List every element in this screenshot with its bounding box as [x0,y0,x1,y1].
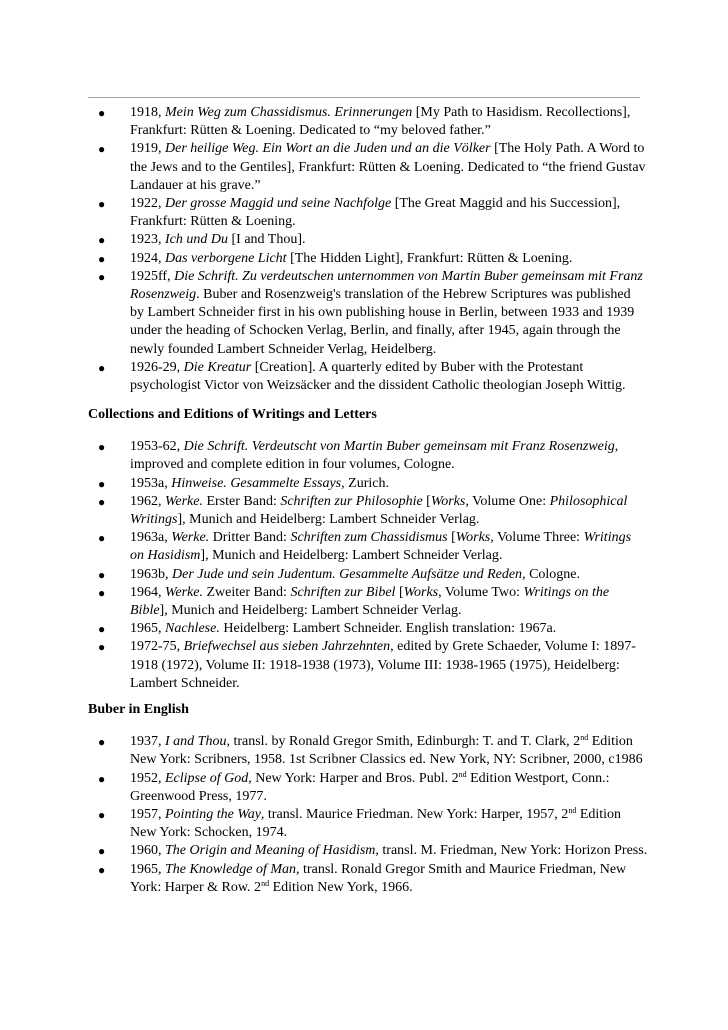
superscript: nd [580,733,589,743]
entry-text: 1919, [130,141,165,157]
bullet-icon: ● [98,807,106,822]
section-heading-english: Buber in English [88,702,189,718]
bibliography-entry [88,806,648,842]
italic-title: Die Kreatur [183,359,252,375]
bibliography-entry [88,104,648,140]
bibliography-entry [88,475,648,493]
bibliography-entry [88,438,648,474]
bibliography-list [88,733,648,897]
entry-text: 1960, [130,843,165,859]
entry-text: ], Munich and Heidelberg: Lambert Schneider Verlag. [200,548,503,564]
italic-title: Der Jude und sein Judentum. Gesammelte Aufsätze und Reden [172,566,523,582]
bibliography-entry [88,861,648,897]
bibliography-entry [88,566,648,584]
italic-title: Philosophical Writings [130,493,628,528]
entry-text: , edited by Grete Schaeder, Volume I: 1897-1918 (1972), Volume II: 1918-1938 (1973), Volume III: 1938-1965 (1975), Heidelberg: Lambert Schneider. [130,639,636,691]
entry-text: 1965, [130,621,165,637]
bibliography-entry [88,733,648,769]
bibliography-entry [88,638,648,693]
entry-text: 1964, [130,584,165,600]
entry-text: [I and Thou]. [228,232,306,248]
bullet-icon: ● [98,360,106,375]
bullet-icon: ● [98,771,106,786]
italic-title: Die Schrift. Verdeutscht von Martin Buber gemeinsam mit Franz Rosenzweig [183,439,615,455]
section-collections [88,406,648,693]
entry-text: , Volume One: [465,493,550,509]
bullet-icon: ● [98,440,106,455]
bullet-icon: ● [98,640,106,655]
bullet-icon: ● [98,197,106,212]
entry-text: 1963a, [130,530,172,546]
entry-text: , New York: Harper and Bros. Publ. 2 [248,770,459,786]
italic-title: Hinweise. Gesammelte Essays [171,475,342,491]
bullet-icon: ● [98,844,106,859]
italic-title: Works [430,493,466,509]
entry-text: , transl. Ronald Gregor Smith and Maurice Friedman, New York: Harper & Row. 2 [130,861,627,895]
bibliography-entry [88,231,648,249]
entry-text: [The Hidden Light], Frankfurt: Rütten & Loening. [286,250,573,266]
entry-text: [Creation]. A quarterly edited by Buber with the Protestant psychologist Victor von Weizsäcker and the dissident Catholic theologian Joseph Wittig. [130,359,626,394]
bullet-icon: ● [98,531,106,546]
bibliography-entry [88,620,648,638]
italic-title: Die Schrift. Zu verdeutschen unternommen von Martin Buber gemeinsam mit Franz Rosenzweig [130,268,643,303]
bullet-icon: ● [98,585,106,600]
italic-title: I and Thou [165,734,227,750]
entry-text: 1963b, [130,566,172,582]
entry-text: , transl. M. Friedman, New York: Horizon Press. [375,843,648,859]
entry-text: [ [422,493,431,509]
italic-title: Schriften zur Philosophie [280,493,423,509]
section-english [88,701,648,897]
bibliography-entry [88,359,648,395]
bullet-icon: ● [98,735,106,750]
bibliography-list [88,104,648,395]
bibliography-entry [88,584,648,620]
entry-text: Zweiter Band: [202,584,291,600]
entry-text: 1953-62, [130,439,184,455]
italic-title: Schriften zur Bibel [290,584,396,600]
bibliography-entry [88,493,648,529]
entry-text: [The Great Maggid and his Succession], Frankfurt: Rütten & Loening. [130,196,621,230]
entry-text: 1923, [130,232,165,248]
entry-text: [ [395,584,404,600]
bullet-icon: ● [98,622,106,637]
entry-text: , transl. Maurice Friedman. New York: Harper, 1957, 2 [260,806,569,822]
entry-text: , Volume Two: [438,584,524,600]
entry-text: , Zurich. [341,475,389,491]
italic-title: Briefwechsel aus sieben Jahrzehnten [183,639,391,655]
entry-text: Erster Band: [202,493,281,509]
entry-text: . Buber and Rosenzweig's translation of the Hebrew Scriptures was published by Lambert Schneider first in his own publishing house in Berlin, between 1933 and 1939 under the heading of Schocken Verlag, Berlin, and finally, after 1945, again through the newly founded Lambert Schneider Verlag, Heidelberg. [130,287,635,357]
italic-title: Mein Weg zum Chassidismus. Erinnerungen [165,105,413,120]
bullet-icon: ● [98,494,106,509]
entry-text: [The Holy Path. A Word to the Jews and to the Gentiles], Frankfurt: Rütten & Loening. Dedicated to “the friend Gustav Landauer at his grave.” [130,141,646,193]
entry-text: Edition New York, 1966. [269,879,413,895]
italic-title: Das verborgene Licht [165,250,287,266]
italic-title: Writings on Hasidism [130,530,632,564]
bullet-icon: ● [98,476,106,491]
entry-text: 1972-75, [130,639,184,655]
bibliography-entry [88,770,648,806]
entry-text: ], Munich and Heidelberg: Lambert Schneider Verlag. [177,512,480,528]
entry-text: Dritter Band: [209,530,291,546]
entry-text: , transl. by Ronald Gregor Smith, Edinburgh: T. and T. Clark, 2 [226,734,581,750]
italic-title: Der grosse Maggid und seine Nachfolge [165,196,392,212]
entry-text: 1953a, [130,475,172,491]
entry-text: Edition New York: Scribners, 1958. 1st Scribner Classics ed. New York, NY: Scribner, 2000, c1986 [130,734,643,768]
bullet-icon: ● [98,106,106,120]
italic-title: Schriften zum Chassidismus [290,530,448,546]
entry-text: , Cologne. [522,566,581,582]
entry-text: Edition Westport, Conn.: Greenwood Press, 1977. [130,770,610,804]
bullet-icon: ● [98,233,106,248]
entry-text: , Volume Three: [490,530,584,546]
entry-text: 1926-29, [130,359,184,375]
italic-title: Works [455,530,491,546]
section-heading-collections: Collections and Editions of Writings and Letters [88,407,377,423]
entry-text: 1962, [130,493,165,509]
bibliography-entry [88,140,648,195]
italic-title: The Knowledge of Man [165,861,297,877]
italic-title: Werke. [165,493,203,509]
entry-text: [My Path to Hasidism. Recollections], Frankfurt: Rütten & Loening. Dedicated to “my beloved father.” [130,105,631,139]
entry-text: , improved and complete edition in four volumes, Cologne. [130,439,619,473]
entry-text: 1925ff, [130,268,175,284]
entry-text: 1965, [130,861,165,877]
bibliography-entry [88,842,648,860]
header-rule [88,97,640,98]
entry-text: 1922, [130,196,165,212]
bullet-icon: ● [98,269,106,284]
bibliography-entry [88,529,648,565]
entry-text: 1937, [130,734,165,750]
bibliography-entry [88,195,648,231]
italic-title: Werke. [171,530,210,546]
italic-title: Writings on the Bible [130,584,610,619]
bullet-icon: ● [98,251,106,266]
section-early-works [88,104,648,395]
superscript: nd [568,805,577,815]
bullet-icon: ● [98,862,106,877]
entry-text: 1924, [130,250,165,266]
italic-title: Werke. [165,584,203,600]
entry-text: 1957, [130,806,165,822]
italic-title: Nachlese. [165,621,220,637]
italic-title: Works [403,584,439,600]
superscript: nd [458,769,467,779]
italic-title: The Origin and Meaning of Hasidism [165,843,376,859]
bibliography-list [88,438,648,693]
bibliography-entry [88,268,648,359]
bibliography-entry [88,250,648,268]
italic-title: Eclipse of God [165,770,249,786]
bullet-icon: ● [98,142,106,157]
superscript: nd [261,878,270,888]
document-body [88,104,648,897]
entry-text: Heidelberg: Lambert Schneider. English translation: 1967a. [219,621,557,637]
entry-text: Edition New York: Schocken, 1974. [130,806,622,841]
entry-text: ], Munich and Heidelberg: Lambert Schneider Verlag. [159,603,462,619]
italic-title: Der heilige Weg. Ein Wort an die Juden und an die Völker [165,141,491,157]
entry-text: 1918, [130,105,165,120]
entry-text: [ [447,530,456,546]
bullet-icon: ● [98,567,106,582]
entry-text: 1952, [130,770,165,786]
italic-title: Ich und Du [165,232,228,248]
italic-title: Pointing the Way [165,806,261,822]
